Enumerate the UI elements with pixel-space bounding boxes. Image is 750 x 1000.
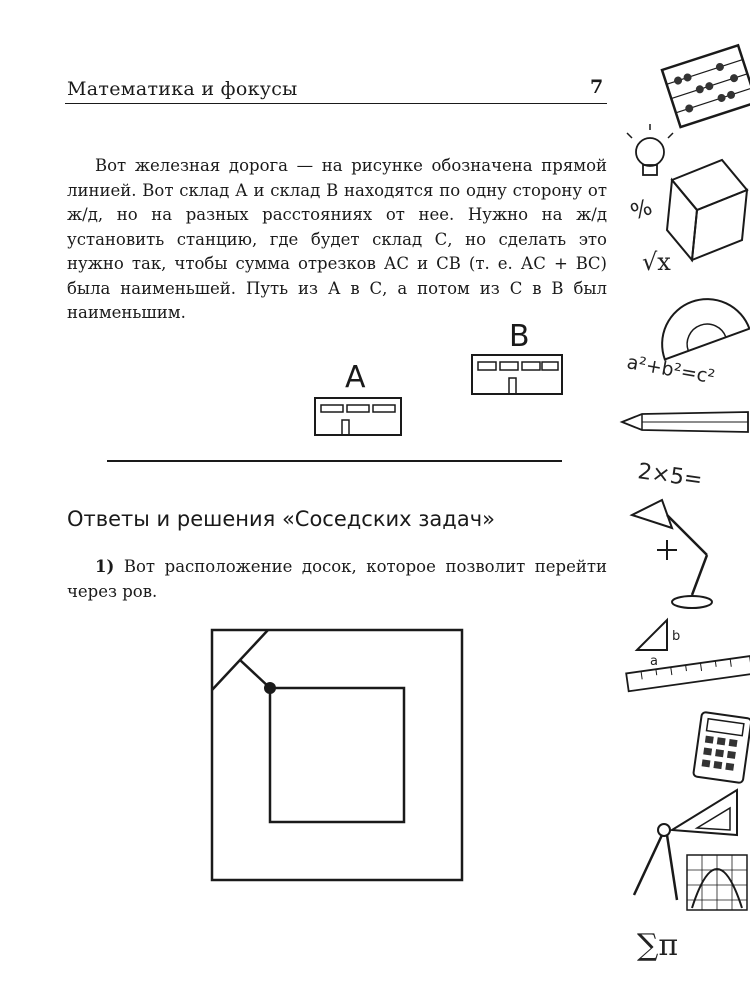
warehouse-b-label: B <box>509 319 530 354</box>
percent-symbol: % <box>627 194 656 226</box>
page-number: 7 <box>590 76 604 98</box>
inner-square <box>270 688 404 822</box>
corner-point <box>264 682 276 694</box>
cube-icon <box>667 160 747 260</box>
light-bulb-icon <box>627 124 673 175</box>
right-triangle-icon <box>637 620 680 669</box>
railroad-line <box>107 460 562 462</box>
pencil-icon <box>622 412 748 432</box>
problem-paragraph: Вот железная дорога — на рисунке обозначена прямой линией. Вот склад А и склад В находятся по одну сторону от ж/д, но на разных расстояниях от нее. Нужно на ж/д установить станцию, где будет склад С, но сделать это нужно так, чтобы сумма отрезков АС и СВ (т. е. АС + ВС) была наименьшей. Путь из А в С, а потом из С в В был наименьшим. <box>67 156 607 322</box>
answer-1-number: 1) <box>95 557 115 576</box>
desk-lamp-icon <box>632 500 712 608</box>
pythagoras-formula: a²+b²=c² <box>625 351 717 389</box>
warehouse-b <box>472 319 562 394</box>
sqrt-x-formula: √x <box>642 248 671 276</box>
compass-icon <box>634 824 677 900</box>
calculator-icon <box>693 712 750 783</box>
ruler-icon <box>626 656 750 691</box>
protractor-icon <box>649 286 749 359</box>
graph-icon <box>687 855 747 910</box>
answer-1-text: Вот расположение досок, которое позволит перейти через ров. <box>67 557 607 601</box>
answer-1-paragraph <box>67 555 607 604</box>
set-square-icon <box>672 790 737 835</box>
sigma-pi-symbols: ∑π <box>637 928 679 963</box>
triangle-label-a: a <box>650 654 658 669</box>
warehouse-a <box>315 360 401 435</box>
header-rule <box>65 103 607 104</box>
multiplication-formula: 2×5= <box>636 459 704 493</box>
decorative-math-sidebar <box>612 60 750 963</box>
plank-2 <box>240 660 270 688</box>
warehouse-a-label: A <box>345 360 366 395</box>
triangle-label-b: b <box>672 629 681 644</box>
running-header-title: Математика и фокусы <box>67 78 298 100</box>
section-title: Ответы и решения «Соседских задач» <box>67 507 495 531</box>
abacus-icon <box>662 45 750 127</box>
